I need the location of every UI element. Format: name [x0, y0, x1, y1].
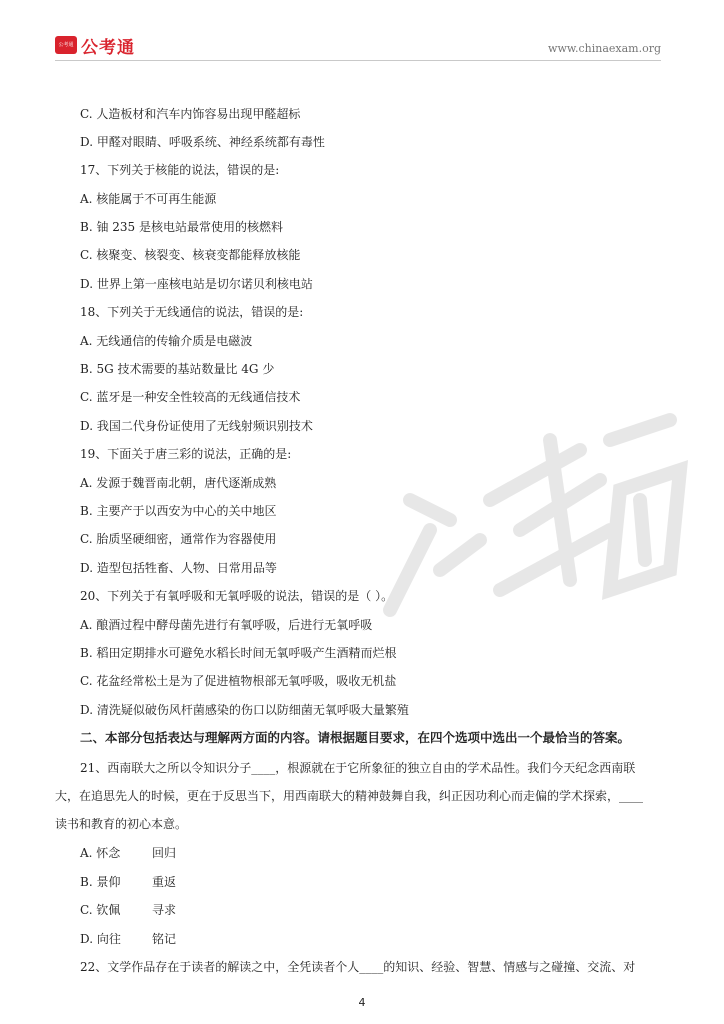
q19-option-b: B. 主要产于以西安为中心的关中地区 [80, 504, 277, 518]
q19-option-d: D. 造型包括牲畜、人物、日常用品等 [80, 561, 277, 575]
q19-option-a: A. 发源于魏晋南北朝，唐代逐渐成熟 [80, 476, 277, 490]
q20-option-b: B. 稻田定期排水可避免水稻长时间无氧呼吸产生酒精而烂根 [80, 646, 397, 660]
q17-option-d: D. 世界上第一座核电站是切尔诺贝利核电站 [80, 277, 313, 291]
question-19: 19、下面关于唐三彩的说法，正确的是: [80, 447, 292, 461]
logo-text: 公考通 [81, 38, 135, 58]
q20-option-c: C. 花盆经常松土是为了促进植物根部无氧呼吸，吸收无机盐 [80, 674, 397, 688]
q21-option-d: D. 向往 铭记 [80, 932, 177, 946]
q20-option-d: D. 清洗疑似破伤风杆菌感染的伤口以防细菌无氧呼吸大量繁殖 [80, 703, 409, 717]
logo-badge: 公考通 [55, 36, 77, 54]
q18-option-d: D. 我国二代身份证使用了无线射频识别技术 [80, 419, 313, 433]
q17-option-b: B. 铀 235 是核电站最常使用的核燃料 [80, 220, 283, 234]
q21-option-b: B. 景仰 重返 [80, 875, 177, 889]
header-divider [55, 60, 661, 61]
option-d-prev: D. 甲醛对眼睛、呼吸系统、神经系统都有毒性 [80, 135, 325, 149]
question-20: 20、下列关于有氧呼吸和无氧呼吸的说法，错误的是（ ）。 [80, 589, 394, 603]
q20-option-a: A. 酿酒过程中酵母菌先进行有氧呼吸，后进行无氧呼吸 [80, 618, 373, 632]
question-21-line-2: 大，在追思先人的时候，更在于反思当下，用西南联大的精神鼓舞自我，纠正因功利心而走偏的学术探索，____ [55, 789, 644, 803]
question-21-line-3: 读书和教育的初心本意。 [55, 817, 188, 831]
q17-option-c: C. 核聚变、核裂变、核衰变都能释放核能 [80, 248, 301, 262]
q21-option-c: C. 钦佩 寻求 [80, 903, 177, 917]
q19-option-c: C. 胎质坚硬细密，通常作为容器使用 [80, 532, 277, 546]
q18-option-a: A. 无线通信的传输介质是电磁波 [80, 334, 253, 348]
section-2-heading: 二、本部分包括表达与理解两方面的内容。请根据题目要求，在四个选项中选出一个最恰当的答案。 [80, 730, 631, 745]
page-number: 4 [358, 996, 366, 1009]
watermark-logo-icon [370, 380, 700, 640]
q17-option-a: A. 核能属于不可再生能源 [80, 192, 217, 206]
page-header [55, 36, 661, 60]
question-21-line-1: 21、西南联大之所以令知识分子____，根源就在于它所象征的独立自由的学术品性。我们今天纪念西南联 [80, 761, 636, 775]
q18-option-c: C. 蓝牙是一种安全性较高的无线通信技术 [80, 390, 301, 404]
question-22-line-1: 22、文学作品存在于读者的解读之中，全凭读者个人____的知识、经验、智慧、情感与之碰撞、交流、对 [80, 960, 636, 974]
question-18: 18、下列关于无线通信的说法，错误的是: [80, 305, 304, 319]
site-url[interactable]: www.chinaexam.org [548, 42, 661, 55]
option-c-prev: C. 人造板材和汽车内饰容易出现甲醛超标 [80, 107, 301, 121]
q18-option-b: B. 5G 技术需要的基站数量比 4G 少 [80, 362, 275, 376]
question-17: 17、下列关于核能的说法，错误的是: [80, 163, 280, 177]
q21-option-a: A. 怀念 回归 [80, 846, 177, 860]
